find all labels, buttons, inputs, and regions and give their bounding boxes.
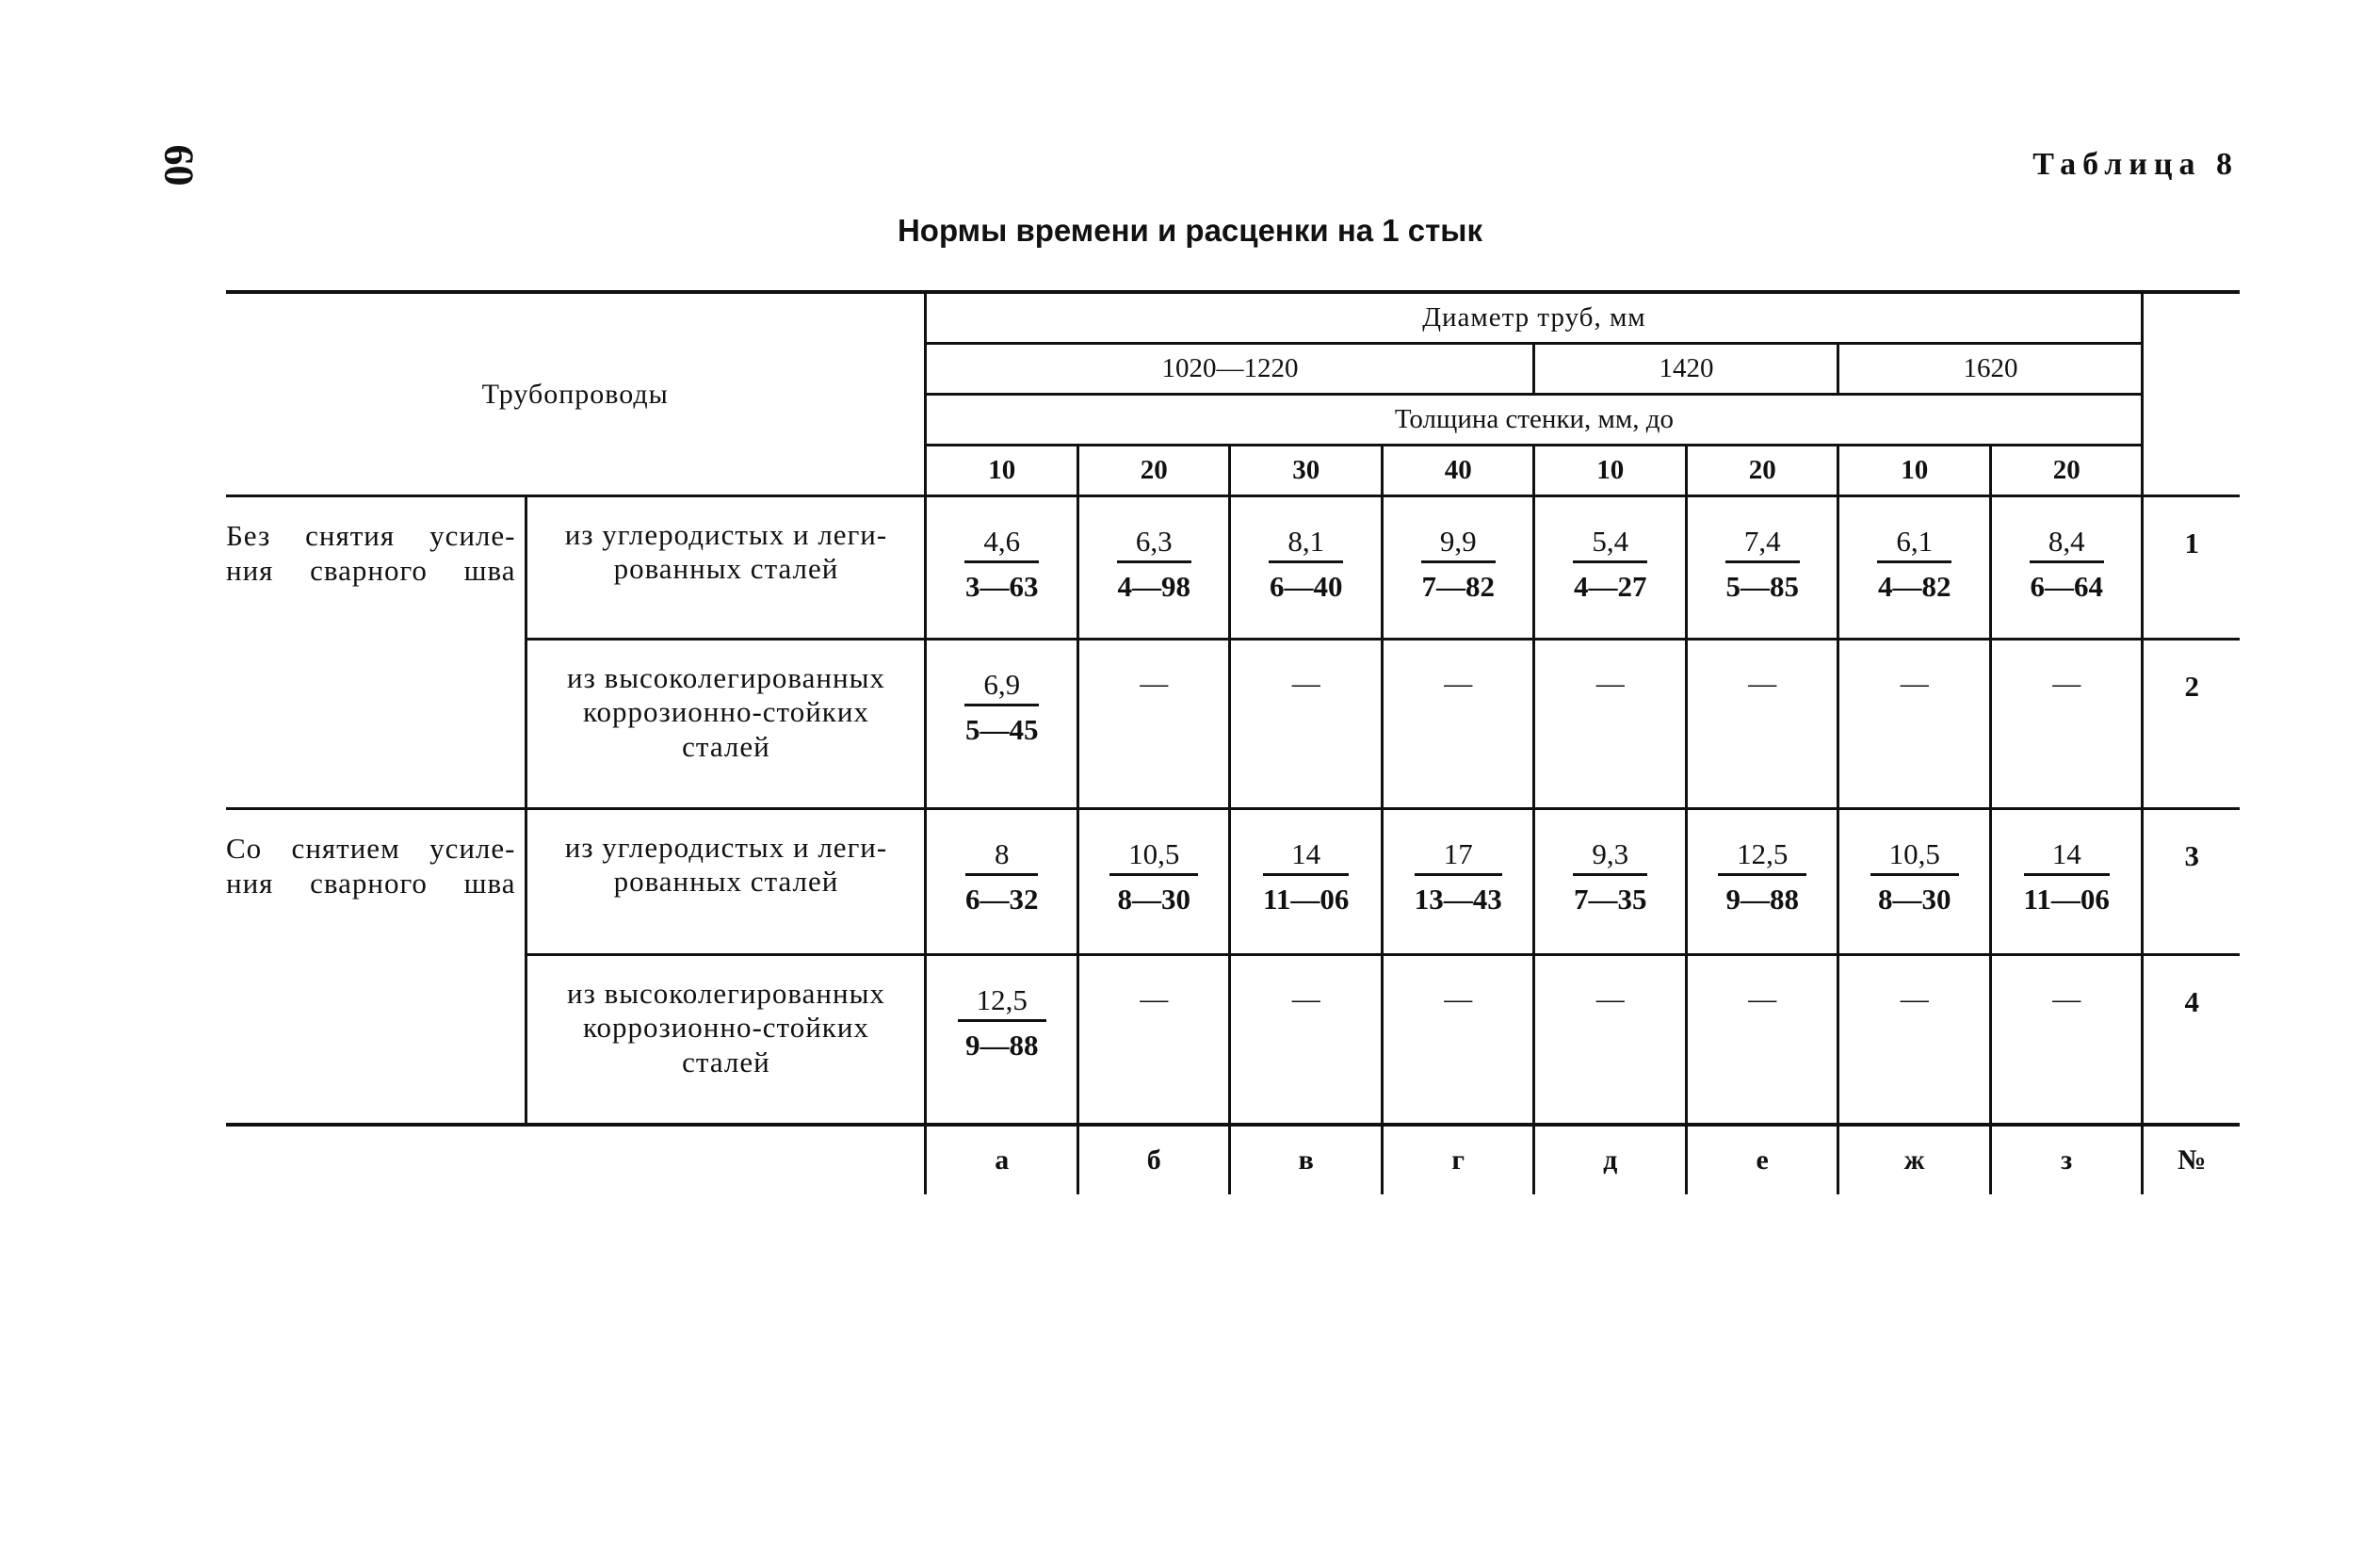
corner-cell: [2143, 292, 2240, 496]
thickness-cell: 30: [1230, 446, 1383, 496]
value-cell: $\frac{9,9}{7—82}$: [1382, 496, 1534, 640]
dash-cell: —: [1230, 640, 1383, 809]
value-cell: $\frac{14}{11—06}$: [1990, 809, 2143, 955]
column-letter: е: [1686, 1125, 1838, 1194]
row-number: 1: [2143, 496, 2240, 640]
diameter-1420: 1420: [1534, 344, 1838, 395]
steel-type: из углеродистых и леги- рованных сталей: [526, 496, 926, 640]
value-cell: $\frac{10,5}{8—30}$: [1077, 809, 1230, 955]
dash-cell: —: [1534, 955, 1687, 1125]
value-cell: $\frac{4,6}{3—63}$: [926, 496, 1078, 640]
dash-cell: —: [1990, 955, 2143, 1125]
dash-cell: —: [1838, 955, 1991, 1125]
thickness-cell: 10: [1838, 446, 1991, 496]
dash-cell: —: [1990, 640, 2143, 809]
column-letter: д: [1534, 1125, 1687, 1194]
value-cell: $\frac{9,3}{7—35}$: [1534, 809, 1687, 955]
value-cell: $\frac{12,5}{9—88}$: [1686, 809, 1838, 955]
group-no-removal: Без снятия усиле- ния сварного шва: [226, 496, 526, 809]
norms-table: [226, 290, 2240, 1194]
thickness-cell: 10: [1534, 446, 1687, 496]
column-letter: г: [1382, 1125, 1534, 1194]
dash-cell: —: [1686, 640, 1838, 809]
diameter-1020-1220: 1020—1220: [926, 344, 1534, 395]
dash-cell: —: [1382, 640, 1534, 809]
thickness-cell: 20: [1686, 446, 1838, 496]
table-row: [226, 809, 2240, 955]
page-number: 60: [155, 144, 202, 187]
number-sign: №: [2143, 1125, 2240, 1194]
value-cell: $\frac{6,9}{5—45}$: [926, 640, 1078, 809]
value-cell: $\frac{8}{6—32}$: [926, 809, 1078, 955]
dash-cell: —: [1230, 955, 1383, 1125]
thickness-cell: 20: [1077, 446, 1230, 496]
steel-type: из углеродистых и леги- рованных сталей: [526, 809, 926, 955]
dash-cell: —: [1077, 640, 1230, 809]
thickness-cell: 40: [1382, 446, 1534, 496]
value-cell: $\frac{6,3}{4—98}$: [1077, 496, 1230, 640]
wall-thickness-header: Толщина стенки, мм, до: [926, 395, 2143, 446]
row-number: 3: [2143, 809, 2240, 955]
column-letters-row: [226, 1125, 2240, 1194]
steel-type: из высоколегированных коррозионно-стойких сталей: [526, 955, 926, 1125]
table-row: [226, 640, 2240, 809]
column-letter: з: [1990, 1125, 2143, 1194]
value-cell: $\frac{7,4}{5—85}$: [1686, 496, 1838, 640]
value-cell: $\frac{8,4}{6—64}$: [1990, 496, 2143, 640]
value-cell: $\frac{6,1}{4—82}$: [1838, 496, 1991, 640]
header-row-diameter: [226, 292, 2240, 344]
pipelines-header: Трубопроводы: [226, 292, 926, 496]
dash-cell: —: [1534, 640, 1687, 809]
dash-cell: —: [1838, 640, 1991, 809]
steel-type: из высоколегированных коррозионно-стойких сталей: [526, 640, 926, 809]
dash-cell: —: [1382, 955, 1534, 1125]
diameter-1620: 1620: [1838, 344, 2143, 395]
table-row: [226, 496, 2240, 640]
column-letter: в: [1230, 1125, 1383, 1194]
row-number: 4: [2143, 955, 2240, 1125]
value-cell: $\frac{17}{13—43}$: [1382, 809, 1534, 955]
empty-cell: [226, 1125, 526, 1194]
thickness-cell: 10: [926, 446, 1078, 496]
value-cell: $\frac{14}{11—06}$: [1230, 809, 1383, 955]
value-cell: $\frac{5,4}{4—27}$: [1534, 496, 1687, 640]
value-cell: $\frac{10,5}{8—30}$: [1838, 809, 1991, 955]
thickness-cell: 20: [1990, 446, 2143, 496]
table-label: Таблица 8: [2032, 147, 2239, 182]
value-cell: $\frac{8,1}{6—40}$: [1230, 496, 1383, 640]
column-letter: б: [1077, 1125, 1230, 1194]
empty-cell: [526, 1125, 926, 1194]
dash-cell: —: [1686, 955, 1838, 1125]
row-number: 2: [2143, 640, 2240, 809]
column-letter: а: [926, 1125, 1078, 1194]
dash-cell: —: [1077, 955, 1230, 1125]
group-with-removal: Со снятием усиле- ния сварного шва: [226, 809, 526, 1125]
value-cell: $\frac{12,5}{9—88}$: [926, 955, 1078, 1125]
diameter-header: Диаметр труб, мм: [926, 292, 2143, 344]
table-row: [226, 955, 2240, 1125]
column-letter: ж: [1838, 1125, 1991, 1194]
table-title: Нормы времени и расценки на 1 стык: [897, 213, 1483, 248]
